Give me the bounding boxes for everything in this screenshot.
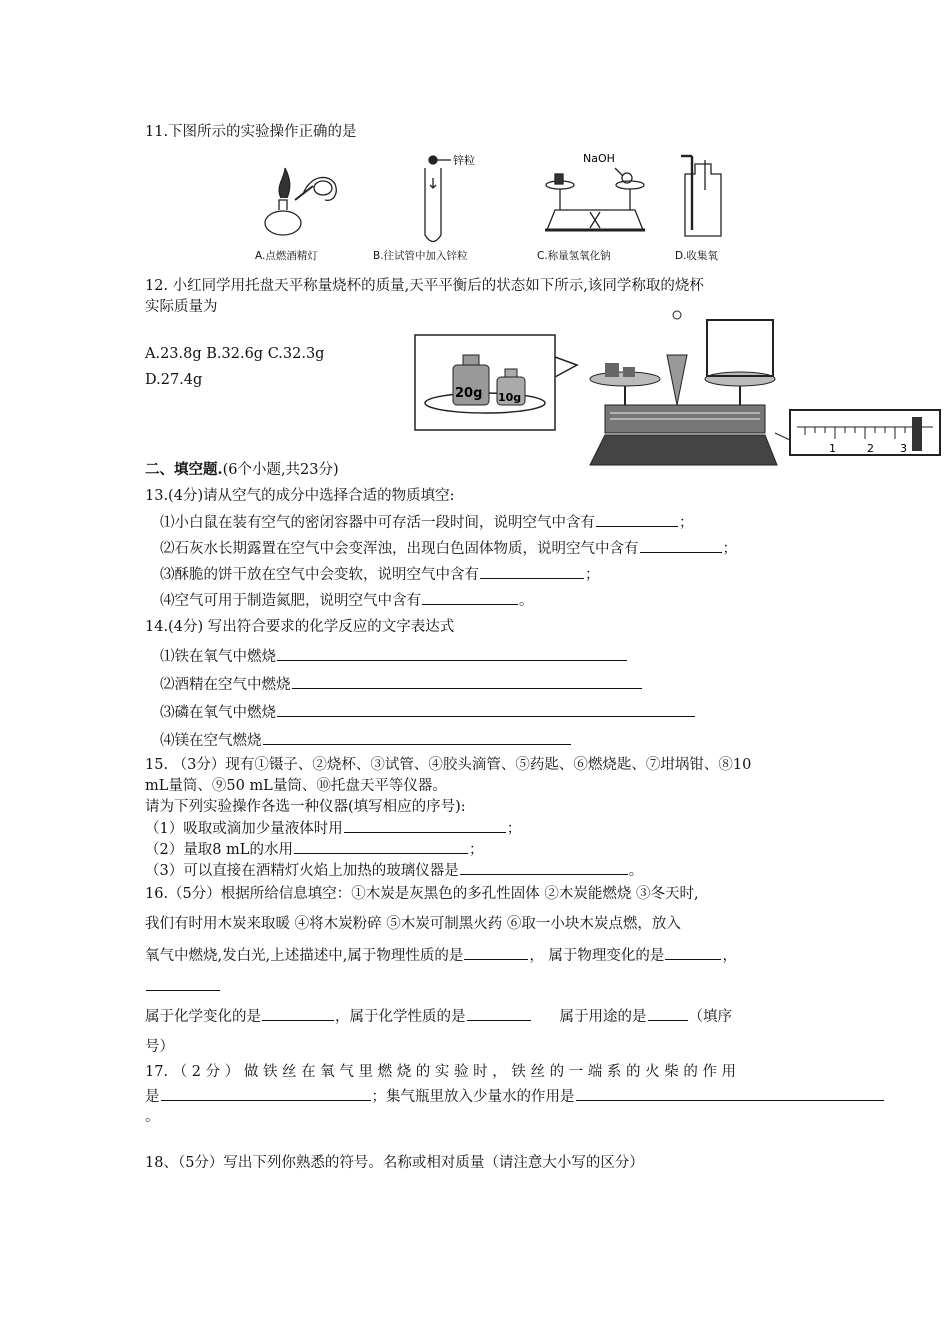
q13-blank-2[interactable]	[640, 538, 722, 553]
q14-blank-4[interactable]	[263, 730, 571, 745]
section2-header	[145, 460, 339, 480]
q14-blank-1[interactable]	[277, 646, 627, 661]
q17-line1: 17. （ 2 分 ） 做 铁 丝 在 氧 气 里 燃 烧 的 实 验 时 ， 铁 丝 的 一 端 系 的 火 柴 的 作 用	[145, 1064, 737, 1080]
q17-blank-water[interactable]	[576, 1086, 884, 1101]
test-tube-icon	[425, 156, 451, 242]
q14-blank-2[interactable]	[292, 674, 642, 689]
q13-item-2: ⑵石灰水长期露置在空气中会变浑浊，出现白色固体物质，说明空气中含有 ；	[160, 538, 737, 559]
label-zinc: 锌粒	[453, 154, 475, 167]
label-naoh: NaOH	[583, 152, 615, 165]
q14-item-3: ⑶磷在氧气中燃烧	[160, 702, 696, 723]
q11-stem: 11.下图所示的实验操作正确的是	[145, 124, 357, 140]
q15-blank-3[interactable]	[460, 860, 628, 875]
q15-line2: mL量筒、⑨50 mL量筒、⑩托盘天平等仪器。	[145, 778, 447, 794]
q16-blank-chemical-change[interactable]	[262, 1006, 334, 1021]
q12-options-line2: D.27.4g	[145, 372, 203, 388]
weight-20g: 20g	[455, 386, 483, 401]
q12-stem-line1: 12. 小红同学用托盘天平称量烧杯的质量,天平平衡后的状态如下所示,该同学称取的烧杯	[145, 278, 704, 294]
q14-item-1: ⑴铁在氧气中燃烧	[160, 646, 628, 667]
q13-item-1: ⑴小白鼠在装有空气的密闭容器中可存活一段时间，说明空气中含有 ；	[160, 512, 694, 533]
q18-stem: 18、（5分）写出下列你熟悉的符号。名称或相对质量（请注意大小写的区分）	[145, 1155, 644, 1171]
q16-line2: 我们有时用木炭来取暖 ④将木炭粉碎 ⑤木炭可制黑火药 ⑥取一小块木炭点燃，放入	[145, 916, 681, 932]
q16-line4	[145, 976, 221, 997]
caption-c: C.称量氢氧化钠	[537, 250, 611, 262]
q12-stem-line2: 实际质量为	[145, 299, 218, 315]
q13-blank-1[interactable]	[596, 512, 678, 527]
scale-tick-1: 1	[829, 442, 836, 455]
section2-title: 二、填空题.	[145, 461, 223, 478]
q13-item-4: ⑷空气可用于制造氮肥，说明空气中含有 。	[160, 590, 534, 611]
q16-line1: 16.（5分）根据所给信息填空：①木炭是灰黑色的多孔性固体 ②木炭能燃烧 ③冬天时,	[145, 886, 699, 902]
q11-figure	[255, 150, 735, 265]
caption-d: D.收集氧	[675, 250, 718, 262]
q14-item-2: ⑵酒精在空气中燃烧	[160, 674, 643, 695]
q16-line3: 氧气中燃烧,发白光,上述描述中,属于物理性质的是 ， 属于物理变化的是 ，	[145, 945, 737, 966]
q13-blank-4[interactable]	[422, 590, 518, 605]
q17-blank-match[interactable]	[161, 1086, 371, 1101]
q16-blank-physical-property[interactable]	[464, 945, 528, 960]
caption-b: B.往试管中加入锌粒	[373, 250, 468, 262]
balance-figure	[405, 305, 950, 480]
q12-figure	[405, 305, 950, 480]
q13-stem: 13.(4分)请从空气的成分中选择合适的物质填空:	[145, 488, 455, 504]
q17-line3: 。	[145, 1109, 160, 1125]
q16-line5: 属于化学变化的是 ，属于化学性质的是 属于用途的是 （填序	[145, 1006, 732, 1027]
q13-item-3: ⑶酥脆的饼干放在空气中会变软，说明空气中含有 ；	[160, 564, 600, 585]
gas-bottle-icon	[681, 156, 721, 236]
q14-blank-3[interactable]	[277, 702, 695, 717]
q17-line2: 是 ；集气瓶里放入少量水的作用是	[145, 1086, 885, 1107]
q14-item-4: ⑷镁在空气燃烧	[160, 730, 572, 751]
q16-blank-physical-change[interactable]	[665, 945, 721, 960]
q15-blank-2[interactable]	[294, 839, 468, 854]
alcohol-lamp-icon	[265, 168, 336, 235]
q15-item-1: （1）吸取或滴加少量液体时用 ；	[145, 818, 521, 839]
q16-blank-chemical-property[interactable]	[467, 1006, 531, 1021]
q15-item-2: （2）量取8 mL的水用 ；	[145, 839, 483, 860]
scale-tick-3: 3	[900, 442, 907, 455]
q13-blank-3[interactable]	[480, 564, 584, 579]
q14-stem: 14.(4分) 写出符合要求的化学反应的文字表达式	[145, 619, 455, 635]
balance-icon	[545, 168, 645, 230]
caption-a: A.点燃酒精灯	[255, 250, 318, 262]
q15-line3: 请为下列实验操作各选一种仪器(填写相应的序号):	[145, 799, 466, 815]
q12-options-line1: A.23.8g B.32.6g C.32.3g	[145, 346, 325, 362]
q16-blank-continued[interactable]	[146, 976, 220, 991]
q15-item-3: （3）可以直接在酒精灯火焰上加热的玻璃仪器是 。	[145, 860, 643, 881]
scale-tick-2: 2	[867, 442, 874, 455]
weight-10g: 10g	[498, 391, 522, 404]
q15-blank-1[interactable]	[344, 818, 506, 833]
q16-line6: 号）	[145, 1039, 174, 1055]
q15-line1: 15. （3分）现有①镊子、②烧杯、③试管、④胶头滴管、⑤药匙、⑥燃烧匙、⑦坩埚钳、⑧10	[145, 757, 752, 773]
q11-figure-drawing	[255, 150, 735, 265]
q16-blank-use[interactable]	[648, 1006, 688, 1021]
section2-note: (6个小题,共23分)	[222, 462, 339, 478]
